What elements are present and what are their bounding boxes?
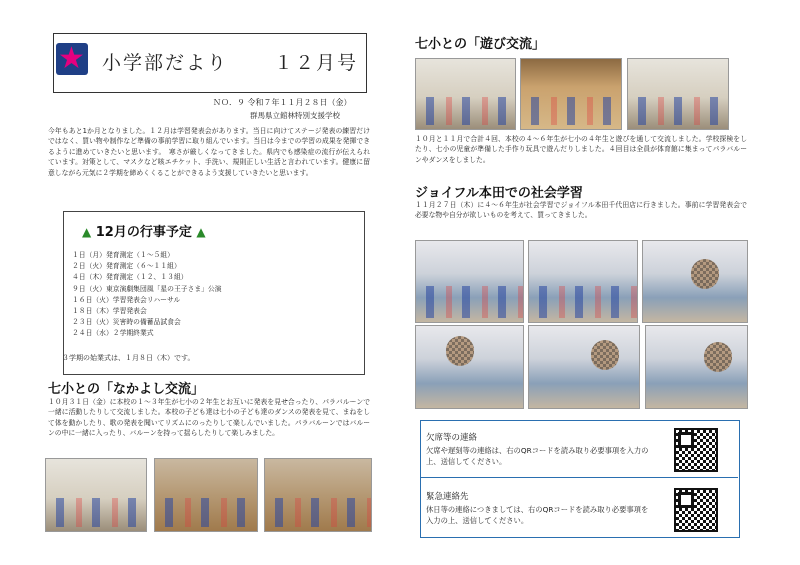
absence-title: 欠席等の連絡 [426, 433, 478, 443]
school-logo [56, 43, 88, 75]
photo-joyful-2 [528, 240, 638, 323]
absence-body: 欠席や遅刻等の連絡は、右のQRコードを読み取り必要事項を入力の上、送信してください。 [426, 446, 649, 466]
photo-joyful-4 [415, 325, 524, 409]
event-item: ４日（木）発育測定（１２、１３組） [72, 273, 188, 282]
event-item: ２日（火）発育測定（６～１１組） [72, 262, 181, 271]
event-item: ２３日（火）災害時の備蓄品試食会 [72, 318, 181, 327]
event-item: ９日（火）東京演劇集団風「星の王子さま」公演 [72, 284, 222, 293]
photo-asobi-2 [520, 58, 622, 130]
event-item: １６日（火）学習発表会リハーサル [72, 295, 181, 304]
event-item: ２４日（水）２学期終業式 [72, 329, 154, 338]
events-list [72, 250, 222, 340]
joyful-paragraph: １１月２７日（木）に４～６年生が社会学習でジョイフル本田千代田店に行きました。事前に学習発表会で必要な物や自分が欲しいものを考えて、買ってきました。 [415, 201, 747, 220]
qr-code-absence[interactable] [674, 428, 718, 472]
school-name: 群馬県立館林特別支援学校 [250, 111, 340, 120]
photo-joyful-1 [415, 240, 524, 323]
nakayoshi-paragraph: １０月３１日（金）に本校の１～３年生が七小の２年生とお互いに発表を見せ合ったり、パラバルーンで一緒に活動したりして交流しました。本校の子ども達は七小の子ども達のダンスの発表を見て、まねをして体を動かしたり、歌の発表を聞いてリズムにのったりして楽しんでいました。パラバルーンではバルーンの中に一緒に入ったり、バルーンを持って揺らしたりして楽しみました。 [48, 398, 370, 438]
newsletter-title: 小学部だより [102, 52, 229, 74]
emergency-title: 緊急連絡先 [426, 492, 469, 502]
asobi-paragraph: １０月と１１月で合計４回、本校の４～６年生が七小の４年生と遊びを通して交流しました。学校探検をしたり、七小の児童が準備した手作り玩具で遊んだりしました。４回目は全員が体育館に集まってパラバルーンやダンスをしました。 [415, 135, 747, 164]
photo-asobi-1 [415, 58, 516, 130]
issue-month: １２月号 [274, 52, 359, 74]
events-heading [82, 221, 206, 240]
event-item: １日（月）発育測定（１～５組） [72, 251, 174, 259]
photo-nakayoshi-2 [154, 458, 258, 532]
qr-code-emergency[interactable] [674, 488, 718, 532]
events-title: 12月の行事予定 [95, 225, 192, 240]
photo-joyful-6 [645, 325, 748, 409]
event-item: １８日（木）学習発表会 [72, 307, 147, 316]
tree-icon: ▲ [82, 225, 92, 239]
photo-asobi-3 [627, 58, 729, 130]
nakayoshi-heading: 七小との「なかよし交流」 [48, 382, 205, 397]
joyful-heading: ジョイフル本田での社会学習 [415, 186, 583, 201]
asobi-heading: 七小との「遊び交流」 [415, 37, 546, 52]
emergency-body: 休日等の連絡につきましては、右のQRコードを読み取り必要事項を入力の上、送信してください。 [426, 505, 649, 525]
contact-divider [420, 477, 738, 478]
star-icon: ★ [58, 43, 85, 75]
photo-joyful-3 [642, 240, 748, 323]
photo-nakayoshi-3 [264, 458, 372, 532]
events-note: ３学期の始業式は、１月８日（木）です。 [62, 354, 195, 362]
photo-joyful-5 [528, 325, 640, 409]
issue-number-date: ＮＯ．９ 令和７年１１月２８日（金） [213, 98, 352, 107]
intro-paragraph: 今年もあと1か月となりました。１２月は学習発表会があります。当日に向けてステージ発表の練習だけではなく、買い物や制作など準備の事前学習に取り組んでいます。当日は今までの学習の成果を発揮できるように進めていきたいと思います。 寒さが厳しくなってきました。県内でも感染症の流行が伝えられています。対策として、マスクなど咳エチケット、手洗い、規則正しい生活と言われています。健康に留意しながら元気に２学期を締めくくることができるよう支援していきたいと思います。 [48, 127, 370, 177]
tree-icon: ▲ [196, 225, 206, 239]
photo-nakayoshi-1 [45, 458, 147, 532]
